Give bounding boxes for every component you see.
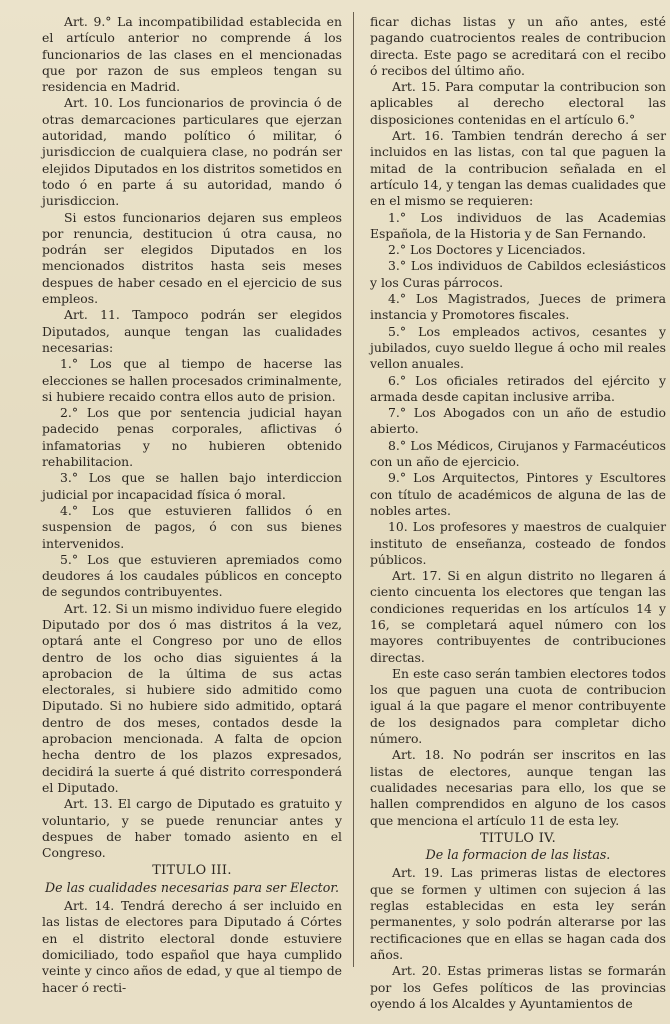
column-divider (353, 12, 354, 967)
list-item: 9.° Los Arquitectos, Pintores y Escultores con título de académicos de alguna de las de nobles artes. (370, 470, 666, 518)
section-title: TITULO IV. (479, 830, 557, 846)
paragraph: Art. 10. Los funcionarios de provincia ó de otras demarcaciones particulares que ejerzan autoridad, mando político ó militar, ó jurisdiccion de cualquiera clase, no podrán ser elejidos Diputados en los distritos sometidos en todo ó en parte á su autoridad, mando ó jurisdiccion. (42, 95, 342, 209)
paragraph: Art. 9.° La incompatibilidad establecida en el artículo anterior no comprende á los funcionarios de las clases en el mencionadas que por razon de sus empleos tengan su residencia en Madrid. (42, 14, 342, 95)
paragraph: Si estos funcionarios dejaren sus empleos por renuncia, destitucion ú otra causa, no podrán ser elegidos Diputados en los mencionados distritos hasta seis meses despues de haber cesado en el ejercicio de sus empleos. (42, 209, 342, 307)
paragraph: Art. 15. Para computar la contribucion son aplicables al derecho electoral las disposiciones contenidas en el artículo 6.° (370, 79, 666, 127)
list-item: 7.° Los Abogados con un año de estudio abierto. (370, 405, 666, 437)
paragraph-continuation: ficar dichas listas y un año antes, esté pagando cuatrocientos reales de contribucion directa. Este pago se acreditará con el recibo ó recibos del último año. (370, 14, 666, 78)
paragraph: Art. 16. Tambien tendrán derecho á ser incluidos en las listas, con tal que paguen la mitad de la contribucion señalada en el artículo 14, y tengan las demas cualidades que en el mismo se requieren: (370, 128, 666, 209)
paragraph: Art. 14. Tendrá derecho á ser incluido en las listas de electores para Diputado á Córtes en el distrito electoral donde estuviere domiciliado, todo español que haya cumplido veinte y cinco años de edad, y que al tiempo de hacer ó recti- (42, 898, 342, 995)
list-item: 3.° Los individuos de Cabildos eclesiásticos y los Curas párrocos. (370, 258, 666, 290)
list-item: 2.° Los Doctores y Licenciados. (388, 242, 586, 258)
section-title: TITULO III. (152, 863, 232, 879)
paragraph: Art. 11. Tampoco podrán ser elegidos Diputados, aunque tengan las cualidades necesarias: (42, 307, 342, 355)
list-item: 10. Los profesores y maestros de cualquier instituto de enseñanza, costeado de fondos públicos. (370, 519, 666, 567)
list-item: 2.° Los que por sentencia judicial hayan padecido penas corporales, aflictivas ó infamatorias y no hubieren obtenido rehabilitacion. (42, 405, 342, 470)
list-item: 1.° Los individuos de las Academias Española, de la Historia y de San Fernando. (370, 209, 666, 241)
paragraph: Art. 20. Estas primeras listas se formarán por los Gefes políticos de las provincias oyendo á los Alcaldes y Ayuntamientos de (370, 963, 666, 1011)
right-column (370, 14, 666, 1012)
list-item: 5.° Los que estuvieren apremiados como deudores á los caudales públicos en concepto de segundos contribuyentes. (42, 551, 342, 600)
list-item: 1.° Los que al tiempo de hacerse las elecciones se hallen procesados criminalmente, si hubiere recaido contra ellos auto de prision. (42, 356, 342, 404)
left-column (42, 14, 342, 996)
list-item: 4.° Los que estuvieren fallidos ó en suspension de pagos, ó con sus bienes intervenidos. (42, 502, 342, 551)
list-item: 4.° Los Magistrados, Jueces de primera instancia y Promotores fiscales. (370, 291, 666, 323)
paragraph: Art. 13. El cargo de Diputado es gratuito y voluntario, y se puede renunciar antes y despues de haber tomado asiento en el Congreso. (42, 796, 342, 861)
list-item: 6.° Los oficiales retirados del ejército y armada desde capitan inclusive arriba. (370, 372, 666, 404)
section-subtitle: De la formacion de las listas. (425, 847, 611, 863)
list-item: 3.° Los que se hallen bajo interdiccion judicial por incapacidad física ó moral. (42, 470, 342, 502)
paragraph: Art. 18. No podrán ser inscritos en las listas de electores, aunque tengan las cualidades necesarias para ello, los que se hallen comprendidos en alguno de los casos que menciona el artículo 11 de esta ley. (370, 747, 666, 828)
paragraph: Art. 17. Si en algun distrito no llegaren á ciento cincuenta los electores que tengan las condiciones requeridas en los artículos 14 y 16, se completará aquel número con los mayores contribuyentes de contribuciones directas. (370, 568, 666, 665)
list-item: 8.° Los Médicos, Cirujanos y Farmacéuticos con un año de ejercicio. (370, 437, 666, 470)
paragraph: Art. 12. Si un mismo individuo fuere elegido Diputado por dos ó mas distritos á la vez, optará ante el Congreso por uno de ellos dentro de los ocho dias siguientes á la aprobacion de la última de sus actas electorales, si hubiere sido admitido como Diputado. Si no hubiere sido admitido, optará dentro de dos meses, contados desde la aprobacion mencionada. A falta de opcion hecha dentro de los plazos expresados, decidirá la suerte á qué distrito corresponderá el Diputado. (42, 600, 342, 795)
paragraph: En este caso serán tambien electores todos los que paguen una cuota de contribucion igual á la que pagare el menor contribuyente de los designados para completar dicho número. (370, 665, 666, 747)
section-subtitle: De las cualidades necesarias para ser Elector. (45, 879, 339, 895)
paragraph: Art. 19. Las primeras listas de electores que se formen y ultimen con sujecion á las reglas establecidas en esta ley serán permanentes, y solo podrán alterarse por las rectificaciones que en ellas se hagan cada dos años. (370, 865, 666, 962)
list-item: 5.° Los empleados activos, cesantes y jubilados, cuyo sueldo llegue á ocho mil reales vellon anuales. (370, 323, 666, 372)
